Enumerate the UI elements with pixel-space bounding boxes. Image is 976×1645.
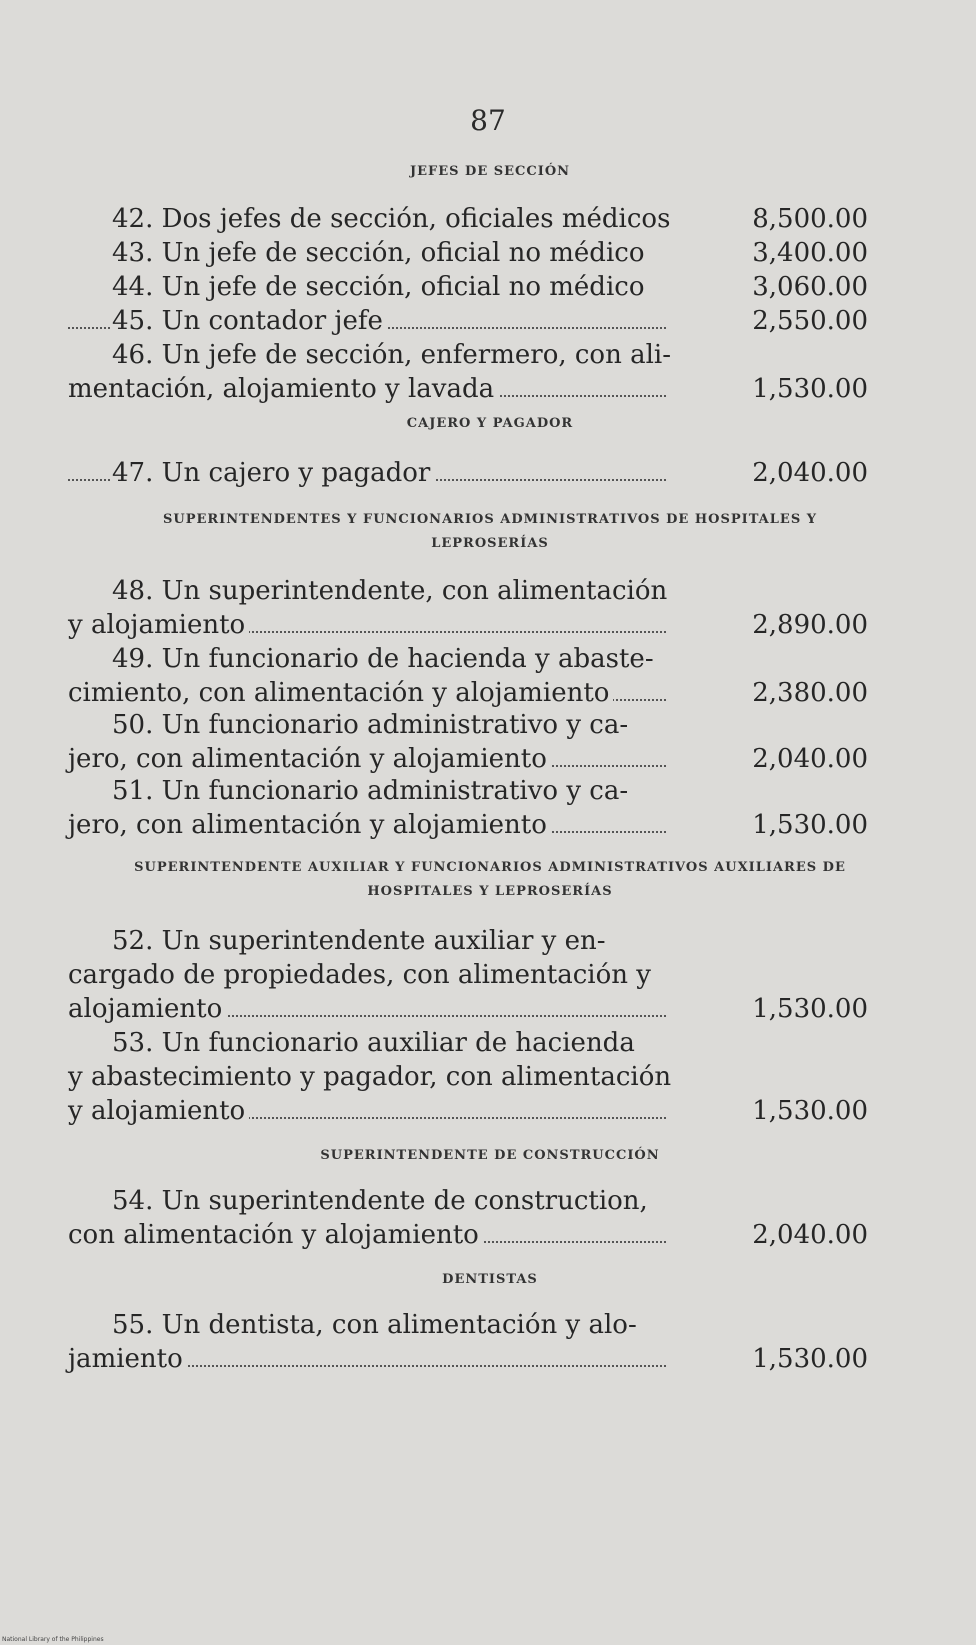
entry-amount: 3,400.00 — [752, 238, 868, 268]
entry-amount: 2,550.00 — [752, 306, 868, 336]
entry-text: cimiento, con alimentación y alojamiento — [68, 678, 613, 708]
budget-entry — [68, 236, 868, 270]
entry-text: 45. Un contador jefe — [112, 306, 387, 336]
entry-amount: 2,890.00 — [752, 610, 868, 640]
budget-entry — [68, 574, 868, 642]
entry-line — [68, 372, 666, 406]
budget-entry — [68, 1308, 868, 1376]
entry-line — [68, 1342, 666, 1376]
entry-amount: 2,040.00 — [752, 1220, 868, 1250]
entry-line — [68, 456, 666, 490]
entry-text: 53. Un funcionario auxiliar de hacienda — [112, 1028, 635, 1058]
entry-amount: 8,500.00 — [752, 204, 868, 234]
entry-text: 50. Un funcionario administrativo y ca- — [112, 710, 629, 740]
budget-entry — [68, 270, 868, 304]
entry-line — [68, 270, 666, 304]
entry-line — [68, 1060, 672, 1094]
entry-text: con alimentación y alojamiento — [68, 1220, 483, 1250]
entry-line — [68, 958, 666, 992]
budget-entry — [68, 642, 868, 710]
section-heading: CAJERO Y PAGADOR — [406, 416, 574, 431]
entry-text: 48. Un superintendente, con alimentación — [112, 576, 668, 606]
entry-text: 47. Un cajero y pagador — [112, 458, 434, 488]
page-number: 87 — [470, 104, 506, 137]
entry-text: 44. Un jefe de sección, oficial no médico — [112, 272, 648, 302]
entry-amount: 1,530.00 — [752, 374, 868, 404]
section-heading: SUPERINTENDENTE AUXILIAR Y FUNCIONARIOS ADMINISTRATIVOS AUXILIARES DE HOSPITALES Y LEPROSERÍAS — [134, 860, 846, 899]
section-heading: JEFES DE SECCIÓN — [409, 164, 571, 179]
entry-text: jero, con alimentación y alojamiento — [68, 744, 551, 774]
entry-amount: 2,040.00 — [752, 458, 868, 488]
entry-line — [68, 574, 666, 608]
section-heading: SUPERINTENDENTES Y FUNCIONARIOS ADMINISTRATIVOS DE HOSPITALES Y LEPROSERÍAS — [162, 512, 818, 551]
entry-text: 49. Un funcionario de hacienda y abaste- — [112, 644, 654, 674]
section-heading: SUPERINTENDENTE DE CONSTRUCCIÓN — [320, 1148, 660, 1163]
budget-entry — [68, 924, 868, 1026]
entry-text: 52. Un superintendente auxiliar y en- — [112, 926, 606, 956]
entry-text: 42. Dos jefes de sección, oficiales médicos — [112, 204, 674, 234]
entry-line — [68, 774, 666, 808]
entry-line — [68, 1094, 666, 1128]
entry-text: alojamiento — [68, 994, 226, 1024]
entry-line — [68, 708, 666, 742]
entry-amount: 1,530.00 — [752, 1096, 868, 1126]
entry-line — [68, 1218, 666, 1252]
entry-line — [68, 808, 666, 842]
entry-line — [68, 642, 666, 676]
entry-amount: 3,060.00 — [752, 272, 868, 302]
budget-entry — [68, 304, 868, 338]
budget-entry — [68, 338, 868, 406]
entry-amount: 1,530.00 — [752, 1344, 868, 1374]
entry-amount: 2,380.00 — [752, 678, 868, 708]
entry-line — [68, 1308, 666, 1342]
entry-line — [68, 742, 666, 776]
budget-entry — [68, 1184, 868, 1252]
budget-entry — [68, 456, 868, 490]
entry-text: y alojamiento — [68, 1096, 249, 1126]
entry-amount: 1,530.00 — [752, 994, 868, 1024]
entry-line — [68, 338, 672, 372]
entry-text: y alojamiento — [68, 610, 249, 640]
entry-text: jamiento — [68, 1344, 187, 1374]
entry-text: 46. Un jefe de sección, enfermero, con ali- — [112, 340, 672, 370]
entry-text: cargado de propiedades, con alimentación y — [68, 960, 651, 990]
entry-text: jero, con alimentación y alojamiento — [68, 810, 551, 840]
entry-text: y abastecimiento y pagador, con alimentación — [68, 1062, 672, 1092]
entry-text: 51. Un funcionario administrativo y ca- — [112, 776, 629, 806]
budget-entry — [68, 202, 868, 236]
entry-line — [68, 1026, 666, 1060]
entry-line — [68, 236, 666, 270]
section-heading: DENTISTAS — [442, 1272, 538, 1287]
entry-line — [68, 304, 666, 338]
library-stamp: National Library of the Philippines — [2, 1636, 104, 1643]
budget-entry — [68, 1026, 868, 1128]
budget-entry — [68, 708, 868, 776]
entry-text: 55. Un dentista, con alimentación y alo- — [112, 1310, 637, 1340]
entry-line — [68, 992, 666, 1026]
entry-line — [68, 608, 666, 642]
entry-amount: 1,530.00 — [752, 810, 868, 840]
budget-entry — [68, 774, 868, 842]
entry-text: 54. Un superintendente de construction, — [112, 1186, 648, 1216]
entry-text: 43. Un jefe de sección, oficial no médico — [112, 238, 648, 268]
entry-line — [68, 676, 666, 710]
entry-line — [68, 1184, 666, 1218]
entry-text: mentación, alojamiento y lavada — [68, 374, 498, 404]
entry-line — [68, 202, 671, 236]
entry-line — [68, 924, 666, 958]
entry-amount: 2,040.00 — [752, 744, 868, 774]
